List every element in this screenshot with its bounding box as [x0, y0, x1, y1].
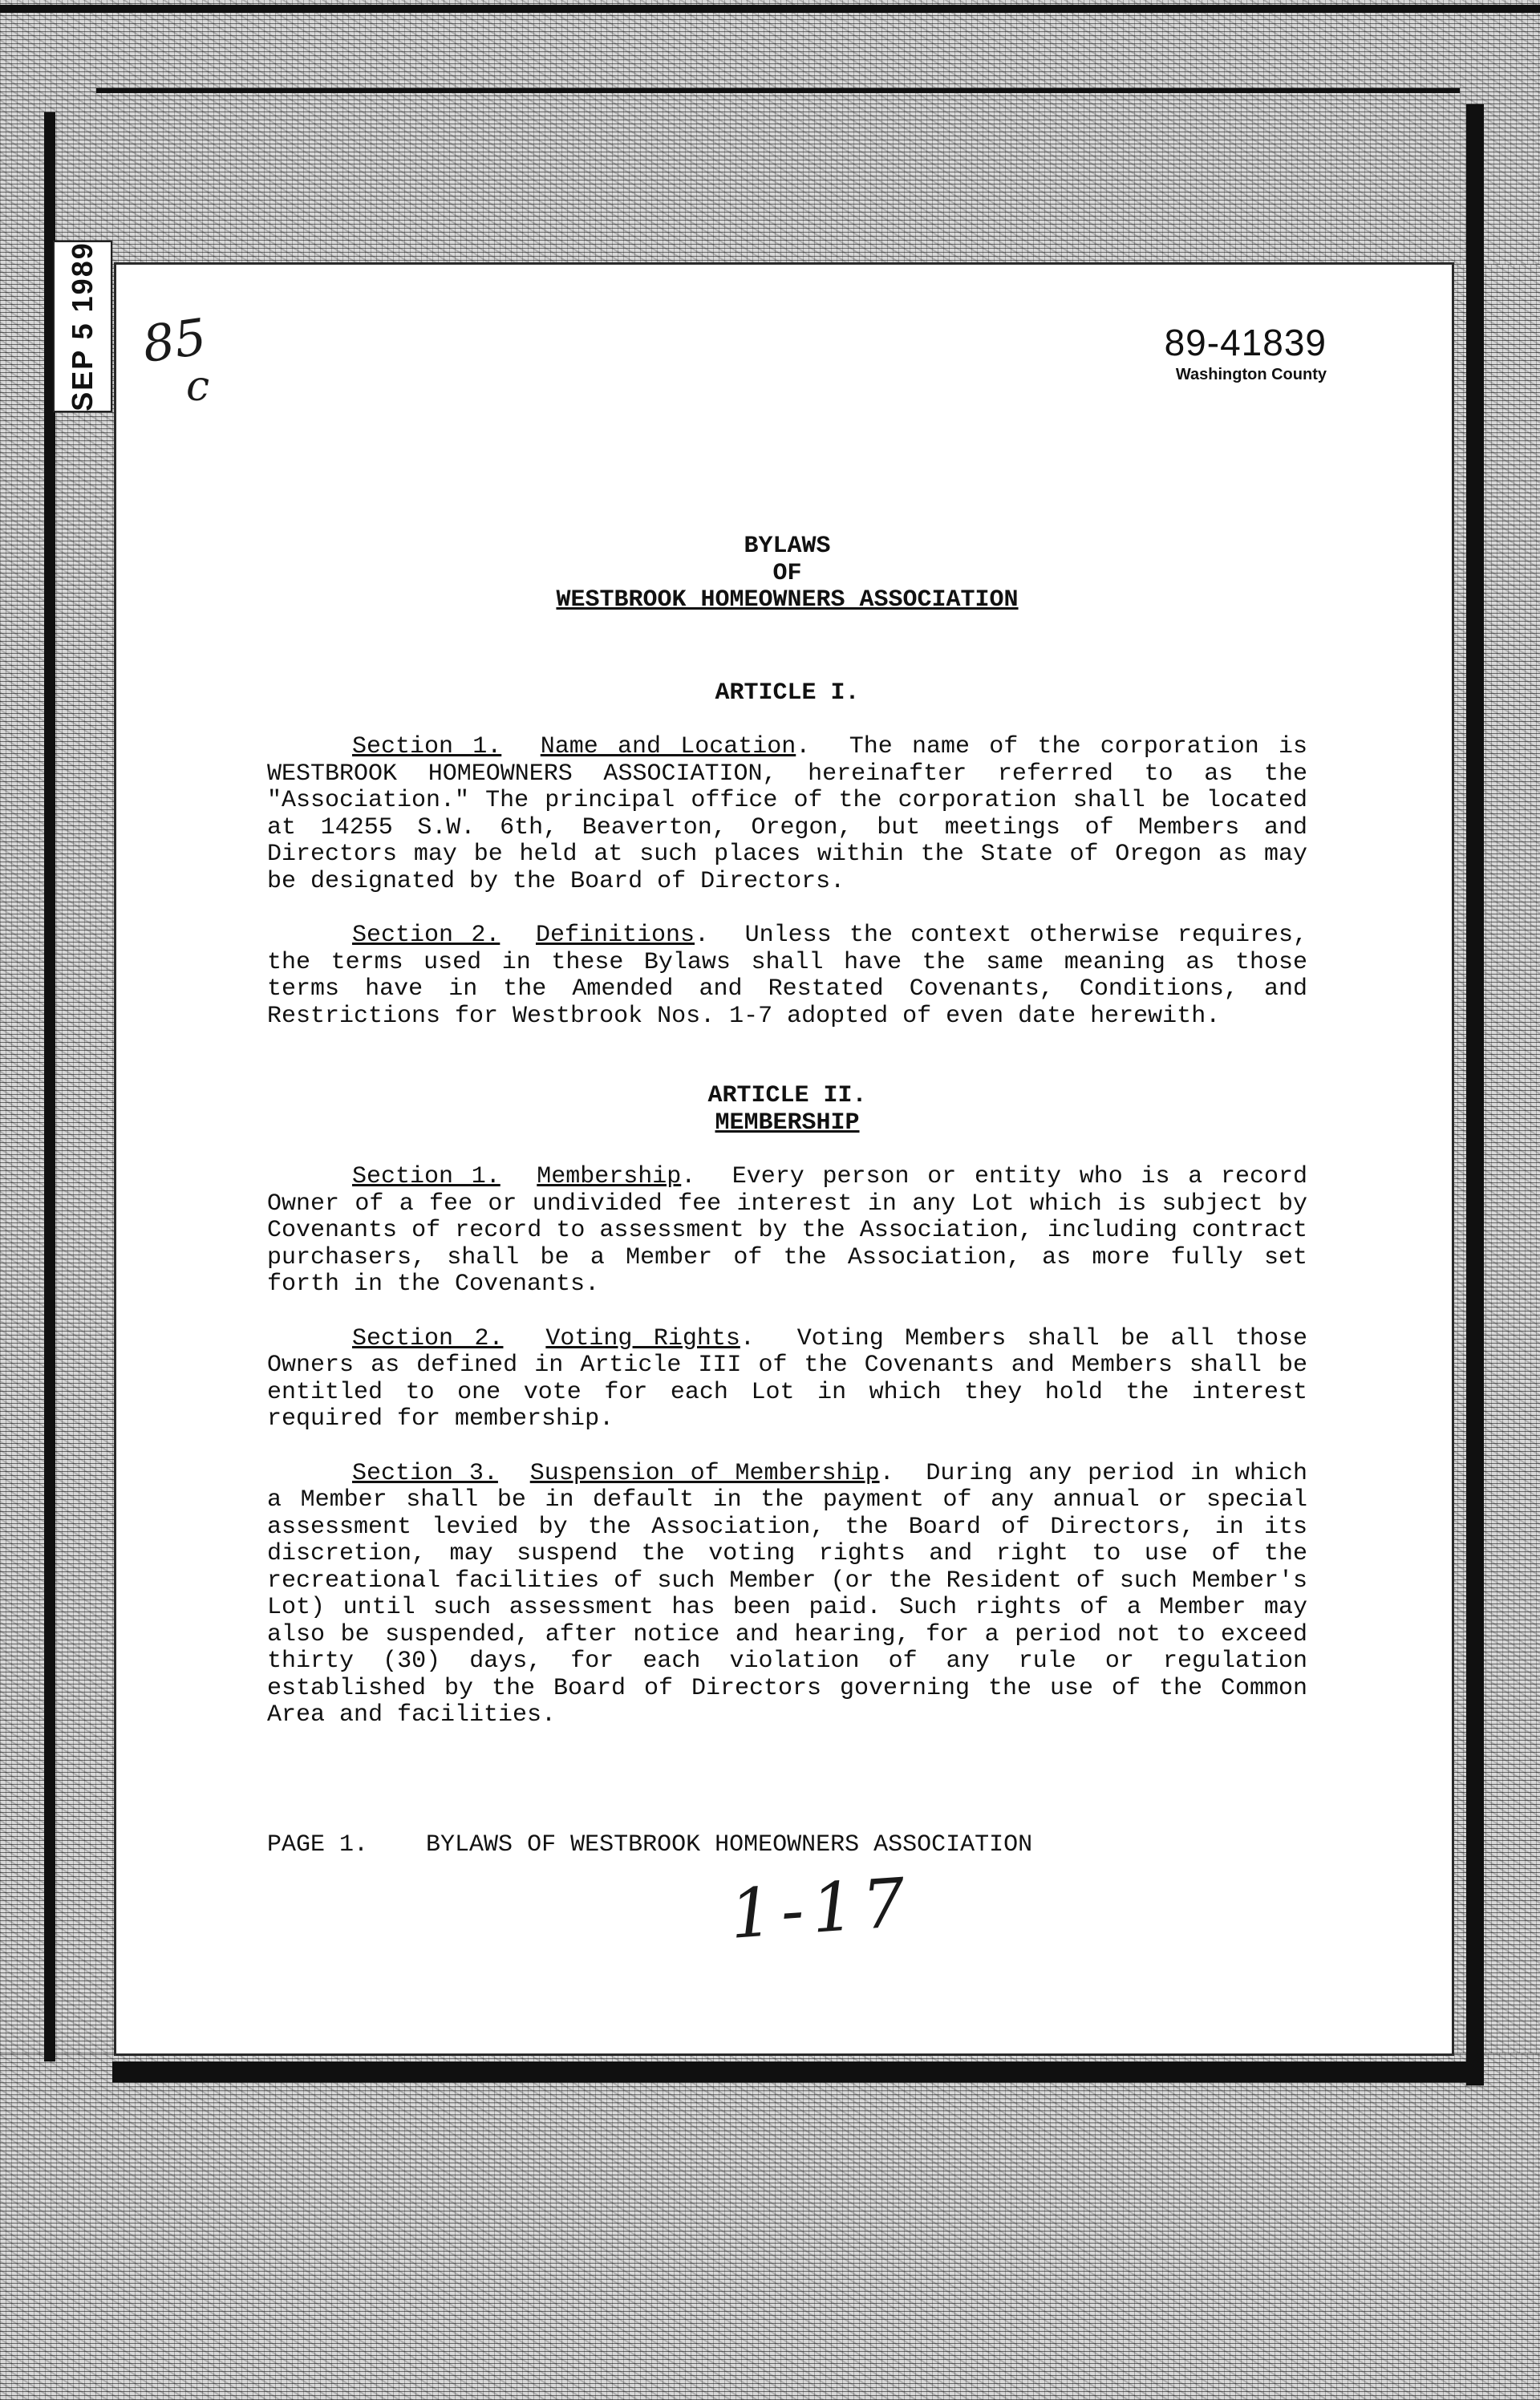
- page-footer: [267, 1831, 1032, 1859]
- section-label: Section 1.: [352, 733, 502, 760]
- article-2-section-3: Section 3. Suspension of Membership. During any period in which a Member shall be in default in the payment of any annual or special assessment levied by the Association, the Board of Directors, in its discretion, may suspend the voting rights and right to use of the recreational facilities of such Member (or the Resident of such Member's Lot) until such assessment has been paid. Such rights of a Member may also be suspended, after notice and hearing, for a period not to exceed thirty (30) days, for each violation of any rule or regulation established by the Board of Directors governing the use of the Common Area and facilities.: [267, 1459, 1308, 1729]
- article-2-heading: ARTICLE II.: [707, 1082, 867, 1109]
- recording-county: Washington County: [1175, 366, 1327, 383]
- section-title: Suspension of Membership: [529, 1459, 880, 1487]
- section-label: Section 2.: [352, 922, 500, 949]
- article-1-heading: ARTICLE I.: [715, 679, 860, 707]
- section-label: Section 1.: [352, 1163, 500, 1190]
- scan-band-bottom: [112, 2061, 1476, 2082]
- section-title: Name and Location: [540, 733, 796, 760]
- date-stamp: [53, 241, 112, 412]
- article-2-section-2: Section 2. Voting Rights. Voting Members shall be all those Owners as defined in Article III of the Covenants and Members shall be entitled to one vote for each Lot in which they hold the interest required for membership.: [267, 1324, 1308, 1433]
- section-title: Voting Rights: [545, 1324, 740, 1352]
- handwritten-page-mark: 1-17: [727, 1863, 916, 1954]
- section-label: Section 3.: [352, 1459, 498, 1487]
- recording-stamp: [1165, 321, 1327, 384]
- footer-title: BYLAWS OF WESTBROOK HOMEOWNERS ASSOCIATION: [426, 1831, 1033, 1859]
- footer-page: PAGE 1.: [267, 1831, 369, 1859]
- recording-number: 89-41839: [1164, 322, 1327, 363]
- section-title: Membership: [537, 1163, 682, 1190]
- section-text: Unless the context otherwise requires, the terms used in these Bylaws shall have the same meaning as those terms have in the Amended and Restated Covenants, Conditions, and Restrictions for Westbrook Nos. 1-7 adopted of even date herewith.: [267, 922, 1307, 1030]
- date-stamp-text: SEP 5 1989: [66, 241, 99, 411]
- section-text: Every person or entity who is a record Owner of a fee or undivided fee interest in any Lot which is subject by Covenants of record to assessment by the Association, including contract purchasers, shall be a Member of the Association, as more fully set forth in the Covenants.: [267, 1163, 1307, 1298]
- title-line-1: BYLAWS: [744, 533, 831, 560]
- scan-noise-left: [0, 265, 116, 2053]
- section-text: Voting Members shall be all those Owners as defined in Article III of the Covenants and Members shall be entitled to one vote for each Lot in which they hold the interest required for membership.: [267, 1324, 1308, 1433]
- document-body: [267, 533, 1307, 1729]
- title-line-2: OF: [772, 559, 802, 587]
- section-title: Definitions: [535, 922, 695, 949]
- article-1-section-2: Section 2. Definitions. Unless the context otherwise requires, the terms used in these Bylaws shall have the same meaning as those terms have in the Amended and Restated Covenants, Conditions, and Restrictions for Westbrook Nos. 1-7 adopted of even date herewith.: [267, 922, 1307, 1030]
- section-label: Section 2.: [352, 1324, 504, 1352]
- section-text: The name of the corporation is WESTBROOK HOMEOWNERS ASSOCIATION, hereinafter referred to as the "Association." The principal office of the corporation shall be located at 14255 S.W. 6th, Beaverton, Oregon, but meetings of Members and Directors may be held at such places within the State of Oregon as may be designated by the Board of Directors.: [267, 733, 1307, 895]
- section-text: During any period in which a Member shall be in default in the payment of any annual or special assessment levied by the Association, the Board of Directors, in its discretion, may suspend the voting rights and right to use of the recreational facilities of such Member (or the Resident of such Member's Lot) until such assessment has been paid. Such rights of a Member may also be suspended, after notice and hearing, for a period not to exceed thirty (30) days, for each violation of any rule or regulation established by the Board of Directors governing the use of the Common Area and facilities.: [267, 1459, 1308, 1729]
- article-1-section-1: Section 1. Name and Location. The name of the corporation is WESTBROOK HOMEOWNERS ASSOCIATION, hereinafter referred to as the "Association." The principal office of the corporation shall be located at 14255 S.W. 6th, Beaverton, Oregon, but meetings of Members and Directors may be held at such places within the State of Oregon as may be designated by the Board of Directors.: [267, 733, 1307, 895]
- handwritten-number: 85: [139, 306, 210, 375]
- article-2-subheading: MEMBERSHIP: [715, 1109, 860, 1137]
- scan-noise-right: [1452, 265, 1540, 2053]
- scan-noise-top: [0, 0, 1540, 265]
- handwritten-letter: c: [186, 363, 210, 411]
- title-line-3: WESTBROOK HOMEOWNERS ASSOCIATION: [556, 586, 1019, 614]
- scan-band-right: [1466, 104, 1484, 2086]
- scan-band-top: [0, 5, 1540, 13]
- scan-band-top-inner: [96, 88, 1460, 93]
- article-2-section-1: Section 1. Membership. Every person or entity who is a record Owner of a fee or undivided fee interest in any Lot which is subject by Covenants of record to assessment by the Association, including contract purchasers, shall be a Member of the Association, as more fully set forth in the Covenants.: [267, 1163, 1307, 1298]
- scan-noise-bottom: [0, 2053, 1540, 2400]
